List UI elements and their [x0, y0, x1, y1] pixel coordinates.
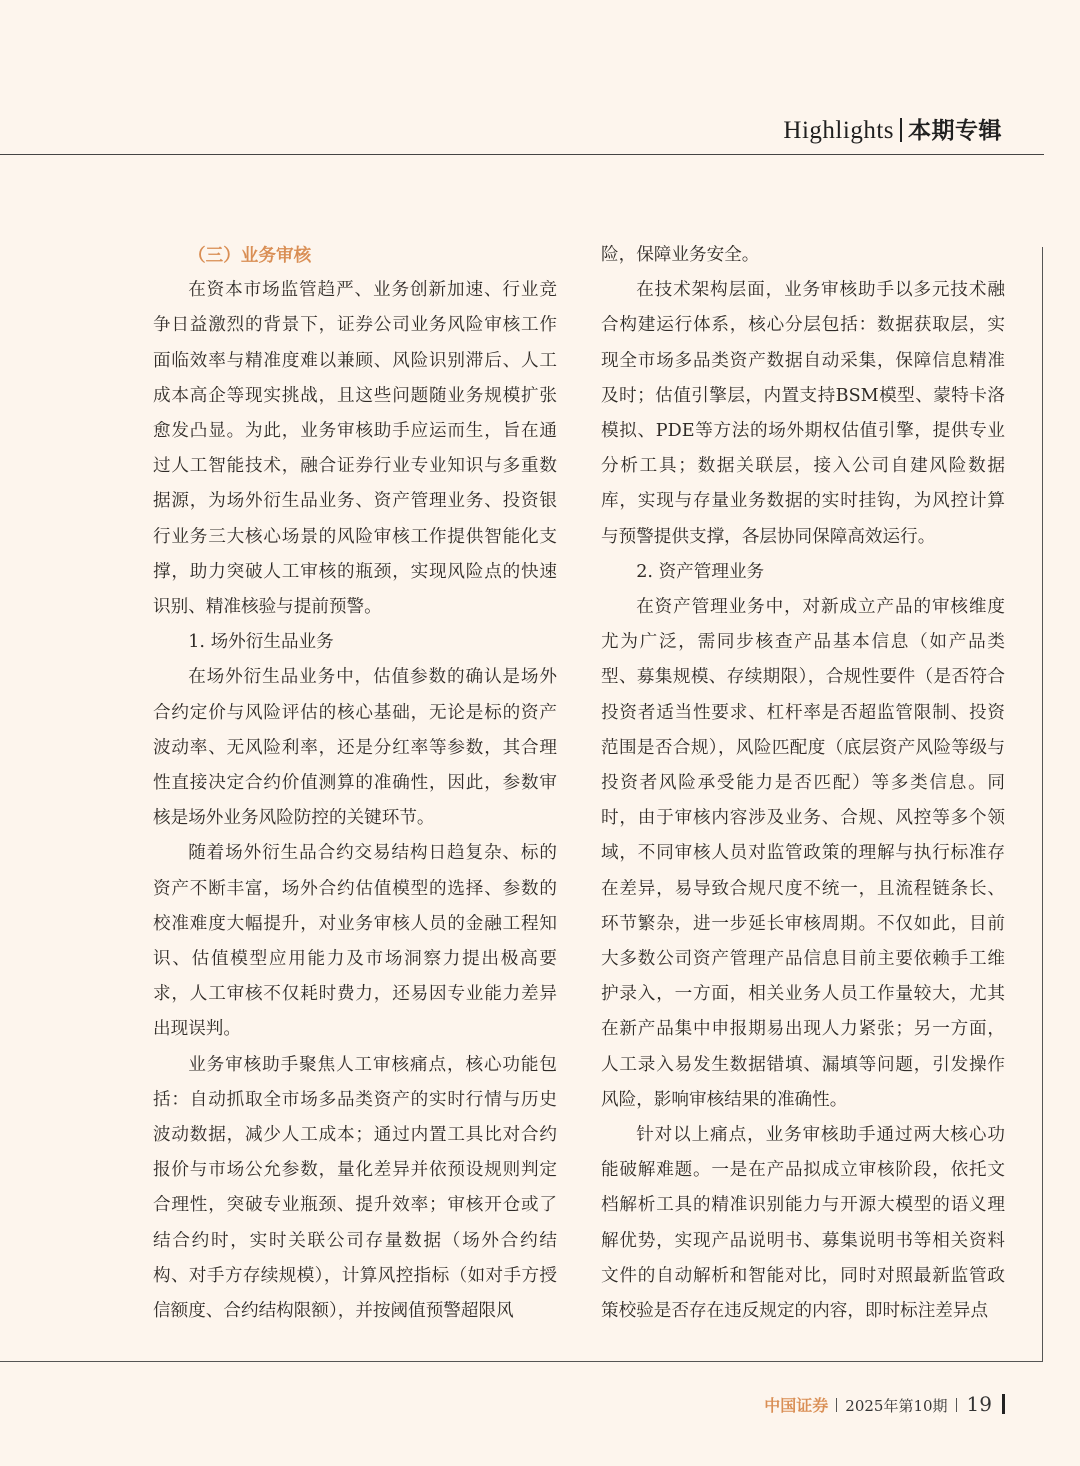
- paragraph: 随着场外衍生品合约交易结构日趋复杂、标的资产不断丰富，场外合约估值模型的选择、参数的校准难度大幅提升，对业务审核人员的金融工程知识、估值模型应用能力及市场洞察力提出极高要求，人工审核不仅耗时费力，还易因专业能力差异出现误判。: [153, 843, 557, 1040]
- right-column: [601, 238, 1005, 1329]
- section-heading: （三）业务审核: [188, 245, 312, 266]
- paragraph-continuation: 险，保障业务安全。: [601, 245, 760, 265]
- header-chinese: 本期专辑: [908, 118, 1002, 144]
- paragraph: 在技术架构层面，业务审核助手以多元技术融合构建运行体系，核心分层包括：数据获取层，实现全市场多品类资产数据自动采集，保障信息精准及时；估值引擎层，内置支持BSM模型、蒙特卡洛模拟、PDE等方法的场外期权估值引擎，提供专业分析工具；数据关联层，接入公司自建风险数据库，实现与存量业务数据的实时挂钩，为风控计算与预警提供支撑，各层协同保障高效运行。: [601, 280, 1005, 547]
- page-footer: [764, 1392, 1005, 1416]
- paragraph: 在场外衍生品业务中，估值参数的确认是场外合约定价与风险评估的核心基础，无论是标的资产波动率、无风险利率，还是分红率等参数，其合理性直接决定合约价值测算的准确性，因此，参数审核是场外业务风险防控的关键环节。: [153, 667, 557, 829]
- subsection-heading: 1. 场外衍生品业务: [188, 632, 334, 653]
- page-marker-bar: [1002, 1394, 1005, 1414]
- header-english: Highlights: [783, 117, 894, 144]
- footer-rule: [0, 1361, 1043, 1362]
- footer-divider: [956, 1398, 957, 1412]
- issue-label: 2025年第10期: [845, 1397, 948, 1415]
- paragraph: 在资本市场监管趋严、业务创新加速、行业竞争日益激烈的背景下，证券公司业务风险审核工作面临效率与精准度难以兼顾、风险识别滞后、人工成本高企等现实挑战，且这些问题随业务规模扩张愈发凸显。为此，业务审核助手应运而生，旨在通过人工智能技术，融合证券行业专业知识与多重数据源，为场外衍生品业务、资产管理业务、投资银行业务三大核心场景的风险审核工作提供智能化支撑，助力突破人工审核的瓶颈，实现风险点的快速识别、精准核验与提前预警。: [153, 280, 557, 618]
- paragraph: 针对以上痛点，业务审核助手通过两大核心功能破解难题。一是在产品拟成立审核阶段，依托文档解析工具的精准识别能力与开源大模型的语义理解优势，实现产品说明书、募集说明书等相关资料文件的自动解析和智能对比，同时对照最新监管政策校验是否存在违反规定的内容，即时标注差异点: [601, 1125, 1005, 1322]
- paragraph: 在资产管理业务中，对新成立产品的审核维度尤为广泛，需同步核查产品基本信息（如产品类型、募集规模、存续期限），合规性要件（是否符合投资者适当性要求、杠杆率是否超监管限制、投资范围是否合规），风险匹配度（底层资产风险等级与投资者风险承受能力是否匹配）等多类信息。同时，由于审核内容涉及业务、合规、风控等多个领域，不同审核人员对监管政策的理解与执行标准存在差异，易导致合规尺度不统一，且流程链条长、环节繁杂，进一步延长审核周期。不仅如此，目前大多数公司资产管理产品信息目前主要依赖手工维护录入，一方面，相关业务人员工作量较大，尤其在新产品集中申报期易出现人力紧张；另一方面，人工录入易发生数据错填、漏填等问题，引发操作风险，影响审核结果的准确性。: [601, 597, 1005, 1110]
- left-column: [153, 238, 557, 1329]
- running-header: [783, 112, 1002, 145]
- header-divider: [900, 118, 902, 142]
- paragraph: 业务审核助手聚焦人工审核痛点，核心功能包括：自动抓取全市场多品类资产的实时行情与历史波动数据，减少人工成本；通过内置工具比对合约报价与市场公允参数，量化差异并依预设规则判定合理性，突破专业瓶颈、提升效率；审核开仓或了结合约时，实时关联公司存量数据（场外合约结构、对手方存续规模），计算风控指标（如对手方授信额度、合约结构限额），并按阈值预警超限风: [153, 1054, 557, 1322]
- publication-name: 中国证券: [764, 1396, 829, 1415]
- page-number: 19: [966, 1392, 992, 1416]
- header-rule: [0, 154, 1044, 155]
- right-margin-rule: [1042, 247, 1043, 1361]
- subsection-heading: 2. 资产管理业务: [636, 561, 765, 582]
- footer-divider: [836, 1398, 837, 1412]
